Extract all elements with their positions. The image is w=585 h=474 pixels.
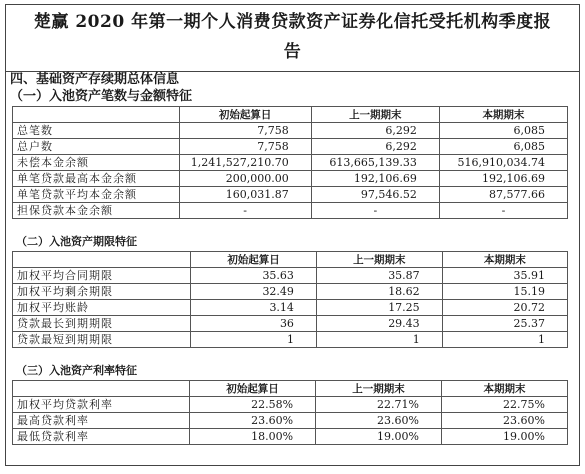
term-table-body (13, 268, 568, 348)
value-cell: 1 (442, 332, 567, 348)
col-header-prev: 上一期期末 (316, 381, 442, 397)
value-cell: 35.87 (316, 268, 442, 284)
row-label: 总笔数 (13, 123, 180, 139)
value-cell: 22.58% (190, 397, 316, 413)
value-cell: - (439, 203, 567, 219)
rate-table (12, 380, 568, 445)
table-row (13, 155, 568, 171)
value-cell: 20.72 (442, 300, 567, 316)
report-title (6, 5, 579, 67)
value-cell: 7,758 (179, 123, 311, 139)
value-cell: - (311, 203, 439, 219)
value-cell: 6,292 (311, 123, 439, 139)
value-cell: 18.62 (316, 284, 442, 300)
table-row (13, 203, 568, 219)
value-cell: 35.63 (191, 268, 317, 284)
col-header-initial: 初始起算日 (191, 252, 317, 268)
value-cell: 17.25 (316, 300, 442, 316)
rate-table-body (13, 397, 568, 445)
value-cell: 1 (316, 332, 442, 348)
value-cell: 192,106.69 (439, 171, 567, 187)
row-label: 加权平均合同期限 (13, 268, 191, 284)
col-header-current: 本期期末 (442, 252, 567, 268)
col-header-prev: 上一期期末 (311, 107, 439, 123)
table-row (13, 316, 568, 332)
value-cell: 22.71% (316, 397, 442, 413)
row-label: 加权平均剩余期限 (13, 284, 191, 300)
spacer (6, 219, 579, 233)
table-row (13, 332, 568, 348)
table-row (13, 397, 568, 413)
row-label: 未偿本金余额 (13, 155, 180, 171)
term-table (12, 251, 568, 348)
table-header-row (13, 252, 568, 268)
row-label: 最高贷款利率 (13, 413, 190, 429)
subsection-heading-1: （一）入池资产笔数与金额特征 (10, 89, 193, 104)
col-header-current: 本期期末 (442, 381, 568, 397)
table-row (13, 284, 568, 300)
amount-table-body (13, 123, 568, 219)
empty-header-cell (13, 252, 191, 268)
value-cell: 22.75% (442, 397, 568, 413)
value-cell: 19.00% (316, 429, 442, 445)
row-label: 贷款最短到期期限 (13, 332, 191, 348)
table-row (13, 171, 568, 187)
value-cell: 97,546.52 (311, 187, 439, 203)
value-cell: 19.00% (442, 429, 568, 445)
empty-header-cell (13, 107, 180, 123)
table-header-row (13, 107, 568, 123)
value-cell: 6,085 (439, 123, 567, 139)
row-label: 单笔贷款平均本金余额 (13, 187, 180, 203)
value-cell: 23.60% (316, 413, 442, 429)
value-cell: 32.49 (191, 284, 317, 300)
value-cell: 25.37 (442, 316, 567, 332)
spacer (6, 348, 579, 362)
value-cell: 35.91 (442, 268, 567, 284)
value-cell: 15.19 (442, 284, 567, 300)
table-header-row (13, 381, 568, 397)
table-row (13, 268, 568, 284)
value-cell: 1,241,527,210.70 (179, 155, 311, 171)
col-header-initial: 初始起算日 (190, 381, 316, 397)
row-label: 加权平均贷款利率 (13, 397, 190, 413)
value-cell: - (179, 203, 311, 219)
value-cell: 6,085 (439, 139, 567, 155)
row-label: 最低贷款利率 (13, 429, 190, 445)
table-row (13, 123, 568, 139)
title-line-2: 告 (283, 42, 302, 62)
value-cell: 516,910,034.74 (439, 155, 567, 171)
table-row (13, 187, 568, 203)
value-cell: 36 (191, 316, 317, 332)
value-cell: 18.00% (190, 429, 316, 445)
value-cell: 613,665,139.33 (311, 155, 439, 171)
table-row (13, 139, 568, 155)
row-label: 单笔贷款最高本金余额 (13, 171, 180, 187)
value-cell: 23.60% (190, 413, 316, 429)
table-row (13, 413, 568, 429)
col-header-prev: 上一期期末 (316, 252, 442, 268)
value-cell: 200,000.00 (179, 171, 311, 187)
section-heading: 四、基础资产存续期总体信息 (10, 72, 180, 87)
table-row (13, 429, 568, 445)
amount-table (12, 106, 568, 219)
subsection-heading-3: （三）入池资产利率特征 (16, 364, 137, 377)
value-cell: 7,758 (179, 139, 311, 155)
col-header-current: 本期期末 (439, 107, 567, 123)
subsection-heading-2: （二）入池资产期限特征 (16, 235, 137, 248)
row-label: 加权平均账龄 (13, 300, 191, 316)
empty-header-cell (13, 381, 190, 397)
value-cell: 1 (191, 332, 317, 348)
value-cell: 3.14 (191, 300, 317, 316)
col-header-initial: 初始起算日 (179, 107, 311, 123)
value-cell: 160,031.87 (179, 187, 311, 203)
row-label: 担保贷款本金余额 (13, 203, 180, 219)
row-label: 总户数 (13, 139, 180, 155)
report-page (5, 4, 580, 466)
title-line-1: 楚赢 2020 年第一期个人消费贷款资产证券化信托受托机构季度报 (33, 12, 552, 32)
value-cell: 6,292 (311, 139, 439, 155)
value-cell: 192,106.69 (311, 171, 439, 187)
value-cell: 29.43 (316, 316, 442, 332)
value-cell: 23.60% (442, 413, 568, 429)
value-cell: 87,577.66 (439, 187, 567, 203)
row-label: 贷款最长到期期限 (13, 316, 191, 332)
table-row (13, 300, 568, 316)
